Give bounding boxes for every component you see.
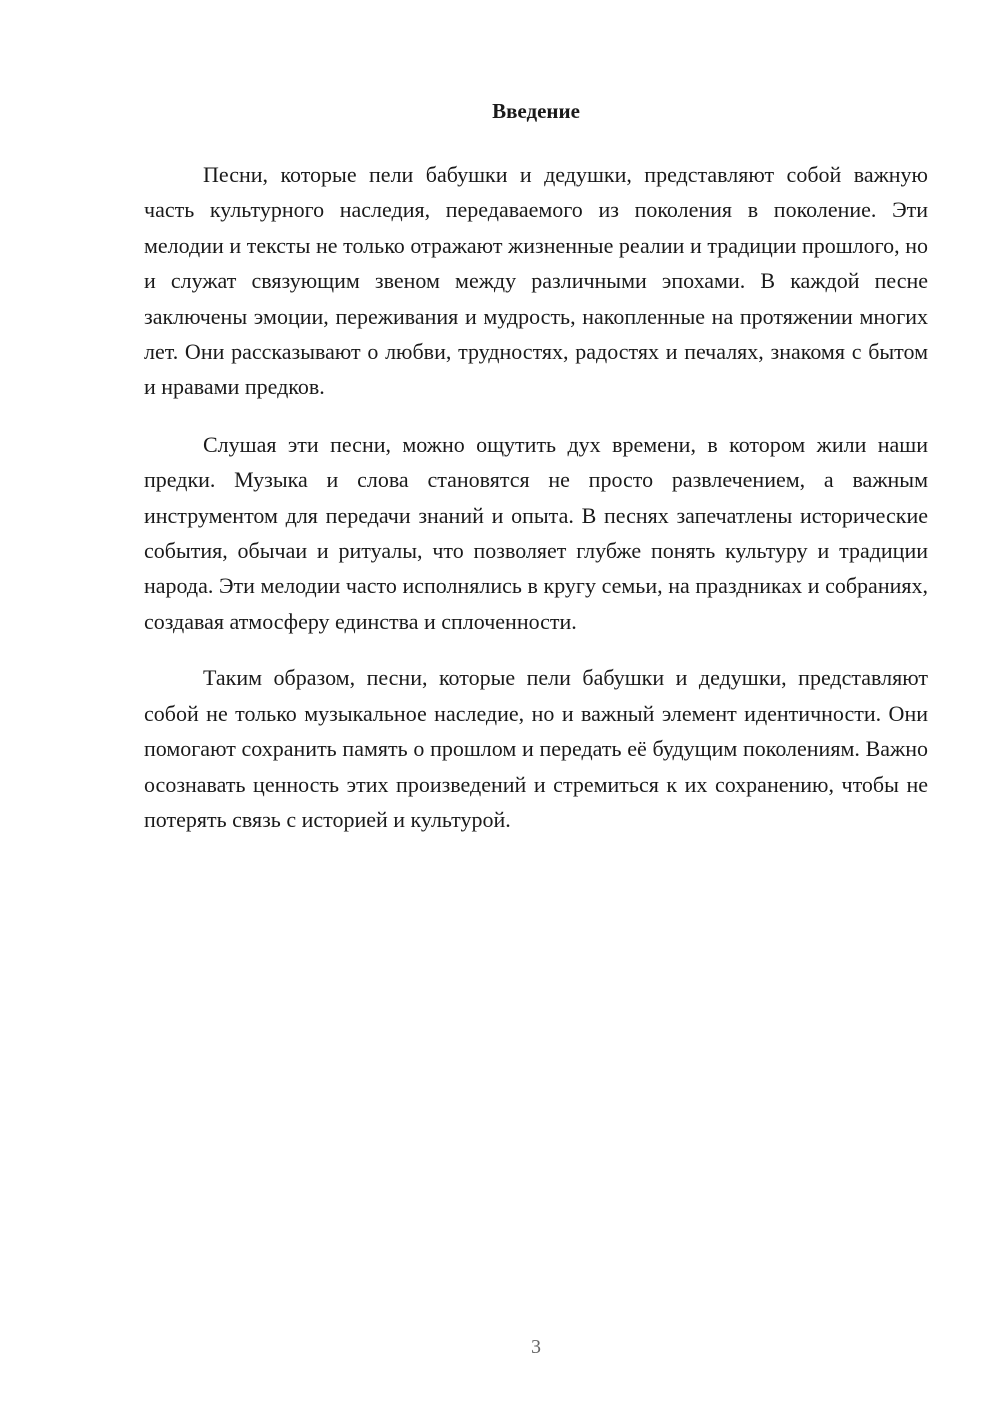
page-title: Введение	[492, 99, 580, 123]
paragraph-2: Слушая эти песни, можно ощутить дух времени, в котором жили наши предки. Музыка и слова становятся не просто развлечением, а важным инструментом для передачи знаний и опыта. В песнях запечатлены исторические события, обычаи и ритуалы, что позволяет глубже понять культуру и традиции народа. Эти мелодии часто исполнялись в кругу семьи, на праздниках и собраниях, создавая атмосферу единства и сплоченности.	[144, 431, 928, 634]
page-content	[144, 96, 928, 837]
page-number: 3	[531, 1336, 541, 1358]
paragraph-3: Таким образом, песни, которые пели бабушки и дедушки, представляют собой не только музыкальное наследие, но и важный элемент идентичности. Они помогают сохранить память о прошлом и передать её будущим поколениям. Важно осознавать ценность этих произведений и стремиться к их сохранению, чтобы не потерять связь с историей и культурой.	[144, 665, 928, 832]
page-number-container	[0, 1334, 1000, 1360]
paragraph-1: Песни, которые пели бабушки и дедушки, представляют собой важную часть культурного наследия, передаваемого из поколения в поколение. Эти мелодии и тексты не только отражают жизненные реалии и традиции прошлого, но и служат связующим звеном между различными эпохами. В каждой песне заключены эмоции, переживания и мудрость, накопленные на протяжении многих лет. Они рассказывают о любви, трудностях, радостях и печалях, знакомя с бытом и нравами предков.	[144, 162, 928, 400]
